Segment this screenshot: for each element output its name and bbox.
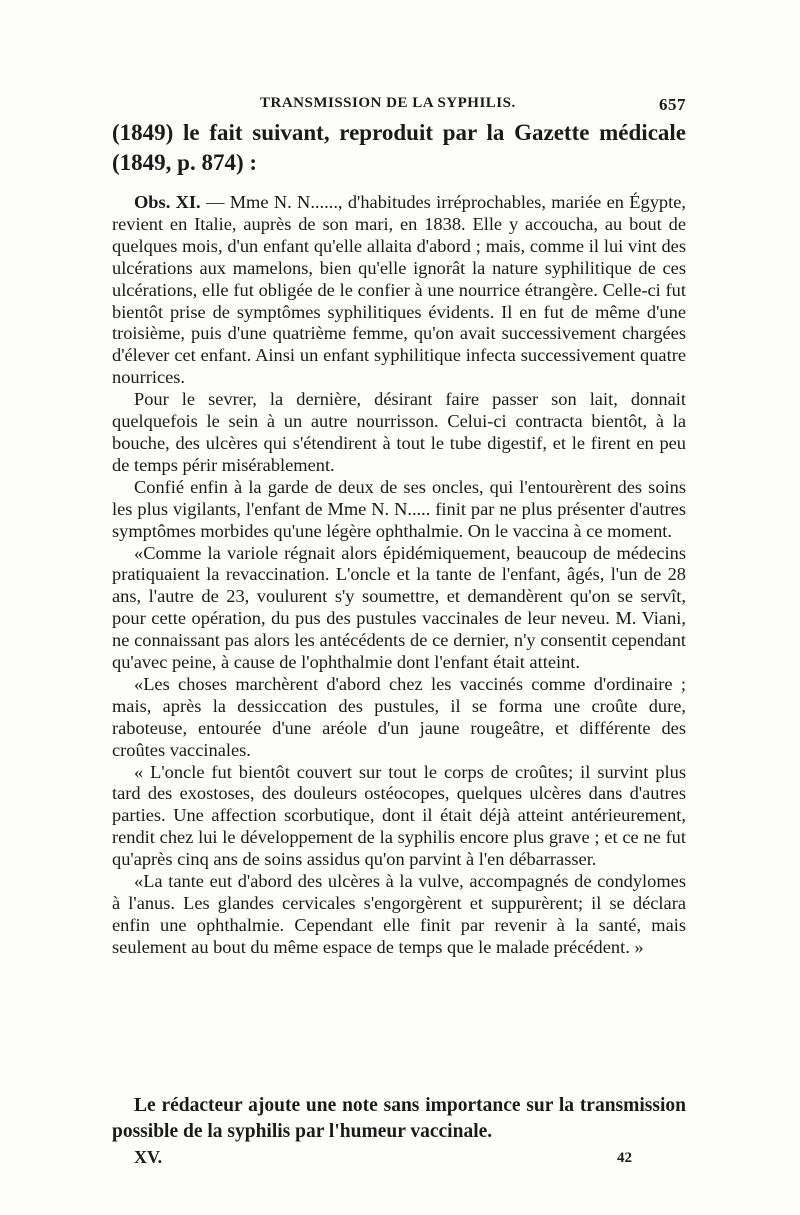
observation-paragraph-2: Pour le sevrer, la dernière, désirant faire passer son lait, donnait quelquefois le sein à un autre nourrisson. Celui-ci contracta bientôt, à la bouche, des ulcères qui s'étendirent à tout le tube digestif, et le firent en peu de temps périr misérablement. bbox=[112, 389, 686, 475]
observation-paragraph-3: Confié enfin à la garde de deux de ses oncles, qui l'entourèrent des soins les plus vigilants, l'enfant de Mme N. N..... finit par ne plus présenter d'autres symptômes morbides qu'une légère ophthalmie. On le vaccina à ce moment. bbox=[112, 476, 686, 541]
running-title: TRANSMISSION DE LA SYPHILIS. bbox=[260, 95, 516, 111]
main-text bbox=[112, 118, 686, 959]
observation-paragraph-5: «Les choses marchèrent d'abord chez les vaccinés comme d'ordinaire ; mais, après la dessiccation des pustules, il se forma une croûte dure, raboteuse, entourée d'une aréole d'un jaune rougeâtre, et différente des croûtes vaccinales. bbox=[112, 673, 686, 760]
observation-paragraph-1 bbox=[112, 192, 686, 389]
editor-note: Le rédacteur ajoute une note sans importance sur la transmission possible de la syphilis par l'humeur vaccinale. bbox=[112, 1095, 686, 1142]
intro-paragraph: (1849) le fait suivant, reproduit par la Gazette médicale (1849, p. 874) : bbox=[112, 120, 686, 175]
observation-text-1: — Mme N. N......, d'habitudes irréprochables, mariée en Égypte, revient en Italie, auprès de son mari, en 1838. Elle y accoucha, au bout de quelques mois, d'un enfant qu'elle allaita d'abord ; mais, comme il lui vint des ulcérations aux mamelons, bien qu'elle ignorât la nature syphilitique de ces ulcérations, elle fut obligée de le confier à une nourrice étrangère. Celle-ci fut bientôt prise de symptômes syphilitiques évidents. Il en fut de même d'une troisième, puis d'une quatrième femme, qu'on avait successivement chargées d'élever cet enfant. Ainsi un enfant syphilitique infecta successivement quatre nourrices. bbox=[112, 192, 686, 388]
observation-paragraph-4: «Comme la variole régnait alors épidémiquement, beaucoup de médecins pratiquaient la revaccination. L'oncle et la tante de l'enfant, âgés, l'un de 28 ans, l'autre de 23, voulurent s'y soumettre, et demandèrent qu'on se servît, pour cette opération, du pus des pustules vaccinales de leur neveu. M. Viani, ne connaissant pas alors les antécédents de ce dernier, n'y consentit cependant qu'avec peine, à cause de l'ophthalmie dont l'enfant était atteint. bbox=[112, 542, 686, 673]
sheet-number: 42 bbox=[617, 1150, 632, 1166]
running-header bbox=[112, 95, 686, 117]
observation-paragraph-6: « L'oncle fut bientôt couvert sur tout le corps de croûtes; il survint plus tard des exostoses, des douleurs ostéocopes, quelques ulcères dans d'autres parties. Une affection scorbutique, dont il était déjà atteint antérieurement, rendit chez lui le développement de la syphilis encore plus grave ; et ce ne fut qu'après cinq ans de soins assidus qu'on parvint à l'en débarrasser. bbox=[112, 761, 686, 870]
page-number: 657 bbox=[659, 95, 686, 114]
signature-mark: XV. bbox=[134, 1147, 163, 1167]
observation-paragraph-7: «La tante eut d'abord des ulcères à la vulve, accompagnés de condylomes à l'anus. Les glandes cervicales s'engorgèrent et suppurèrent; il se déclara enfin une ophthalmie. Cependant elle finit par revenir à la santé, mais seulement au bout du même espace de temps que le malade précédent. » bbox=[112, 871, 686, 957]
observation-label: Obs. XI. bbox=[134, 192, 201, 212]
